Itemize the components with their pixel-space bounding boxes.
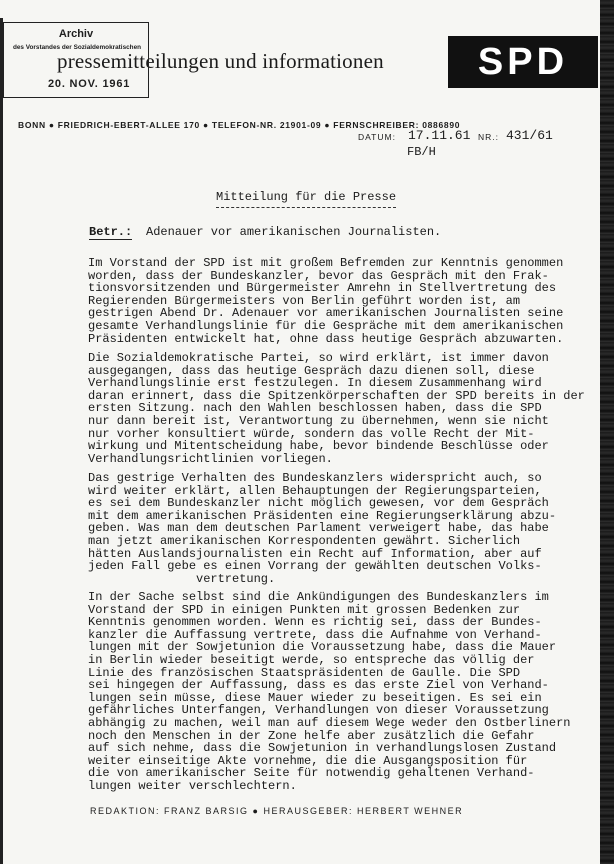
- text-line: auf sich nehme, dass die Sowjetunion in verhandlungslosen Zustand: [88, 741, 557, 756]
- text-line: noch den Menschen in der Zone helfe aber zusätzlich die Gefahr: [88, 728, 535, 743]
- text-line: sei hingegen der Auffassung, dass es das erste Ziel von Verhand-: [88, 678, 549, 693]
- paragraph-3: [88, 472, 556, 585]
- text-line: worden, dass der Bundeskanzler, bevor das Gespräch mit den Frak-: [88, 268, 549, 283]
- text-line: nur dann bereit ist, Verantwortung zu übernehmen, wenn sie nicht: [88, 413, 549, 428]
- archive-stamp: [3, 22, 149, 98]
- text-line: Kenntnis genommen worden. Wenn es richtig sei, dass der Bundes-: [88, 615, 542, 630]
- text-line: Regierenden Bürgermeisters von Berlin geführt worden ist, am: [88, 293, 521, 308]
- datum-label: DATUM:: [358, 132, 396, 142]
- address-line: BONN ● FRIEDRICH-EBERT-ALLEE 170 ● TELEFON-NR. 21901-09 ● FERNSCHREIBER: 0886890: [18, 120, 461, 130]
- text-line: hätten Auslandsjournalisten ein Recht auf Information, aber auf: [88, 546, 542, 561]
- text-line: Das gestrige Verhalten des Bundeskanzlers widerspricht auch, so: [88, 471, 542, 485]
- text-line: daran erinnert, dass die Spitzenkörperschaften der SPD bereits in der: [88, 388, 585, 403]
- text-line: mit dem amerikanischen Präsidenten eine Regierungserklärung abzu-: [88, 508, 557, 523]
- paragraph-2: [88, 352, 585, 465]
- text-line: Im Vorstand der SPD ist mit großem Befremden zur Kenntnis genommen: [88, 256, 564, 270]
- text-line: wird weiter erklärt, allen Behauptungen der Regierungsparteien,: [88, 483, 542, 498]
- text-line: man jetzt amerikanischen Korrespondenten gewährt. Sicherlich: [88, 533, 521, 548]
- text-line: Verhandlungsrichtlinien vorliegen.: [88, 451, 333, 466]
- text-line: gefährliches Unterfangen, Verhandlungen von dieser Voraussetzung: [88, 703, 549, 718]
- scan-edge-right: [600, 0, 614, 864]
- stamp-title: Archiv: [58, 28, 94, 40]
- text-line: nur vorher konsultiert würde, sondern das volle Recht der Mit-: [88, 426, 535, 441]
- text-line: ausgegangen, dass das heutige Gespräch dazu dienen soll, diese: [88, 363, 535, 378]
- text-line: es sei dem Bundeskanzler nicht möglich gewesen, vor dem Gespräch: [88, 496, 549, 511]
- text-line: Verhandlungslinie erst festzulegen. In diesem Zusammenhang wird: [88, 376, 542, 391]
- stamp-subtitle: des Vorstandes der Sozialdemokratischen: [12, 44, 142, 51]
- stamp-date: 20. NOV. 1961: [48, 78, 131, 90]
- text-line: ersten Sitzung. nach den Wahlen beschlossen haben, dass die SPD: [88, 401, 542, 416]
- text-line: gestrigen Abend Dr. Adenauer vor amerikanischen Journalisten seine: [88, 306, 564, 321]
- paragraph-4: [88, 591, 570, 793]
- text-line: wirkung und Mitentscheidung habe, bevor bindende Beschlüsse oder: [88, 439, 549, 454]
- text-line: vertretung.: [196, 571, 276, 586]
- text-line: kanzler die Auffassung vertrete, dass die Aufnahme von Verhand-: [88, 627, 542, 642]
- text-line: Linie des französischen Staatspräsidenten de Gaulle. Die SPD: [88, 665, 521, 680]
- text-line: jeden Fall gebe es einen Vorrang der gewählten deutschen Volks-: [88, 559, 542, 574]
- text-line: In der Sache selbst sind die Ankündigungen des Bundeskanzlers im: [88, 590, 549, 604]
- spd-logo: [448, 36, 598, 88]
- text-line: die von amerikanischer Seite für notwendig gehaltenen Verhand-: [88, 766, 535, 781]
- text-line: Vorstand der SPD in einigen Punkten mit grossen Bedenken zur: [88, 602, 521, 617]
- text-line: lungen weiter verschlechtern.: [88, 778, 297, 793]
- text-line: in Berlin wieder beseitigt werde, so entspreche das völlig der: [88, 652, 535, 667]
- author-initials: FB/H: [407, 145, 436, 159]
- subject-label: Betr.:: [89, 225, 133, 239]
- text-line: lungen mit der Sowjetunion die Voraussetzung habe, dass die Mauer: [88, 640, 557, 655]
- nr-label: NR.:: [478, 132, 499, 142]
- text-line: Präsidenten entwickelt hat, ohne dass heutige Gespräch abzuwarten.: [88, 331, 564, 346]
- text-line: lungen sein müsse, diese Mauer wieder zu beseitigen. Es sei ein: [88, 690, 542, 705]
- text-line: tionsvorsitzenden und Bürgermeister Amrehn in Stellvertretung des: [88, 281, 557, 296]
- datum-value: 17.11.61: [408, 128, 471, 143]
- paragraph-1: [88, 257, 563, 345]
- scan-edge-left: [0, 18, 3, 864]
- document-heading: Mitteilung für die Presse: [216, 190, 396, 208]
- text-line: abhängig zu machen, weil man auf diesem Wege weder den Ostberlinern: [88, 715, 571, 730]
- text-line: weiter einseitige Akte vornehme, die die Ausgangsposition für: [88, 753, 528, 768]
- subject-text: Adenauer vor amerikanischen Journalisten.: [146, 225, 442, 239]
- nr-value: 431/61: [506, 128, 553, 143]
- logo-text: SPD: [477, 40, 569, 83]
- text-line: Die Sozialdemokratische Partei, so wird erklärt, ist immer davon: [88, 351, 549, 365]
- footer-credits: REDAKTION: FRANZ BARSIG ● HERAUSGEBER: HERBERT WEHNER: [90, 806, 464, 816]
- masthead-title: pressemitteilungen und informationen: [57, 49, 384, 73]
- text-line: gesamte Verhandlungslinie für die Gespräche mit dem amerikanischen: [88, 318, 564, 333]
- text-line: geben. Was man dem deutschen Parlament verweigert habe, das habe: [88, 521, 549, 536]
